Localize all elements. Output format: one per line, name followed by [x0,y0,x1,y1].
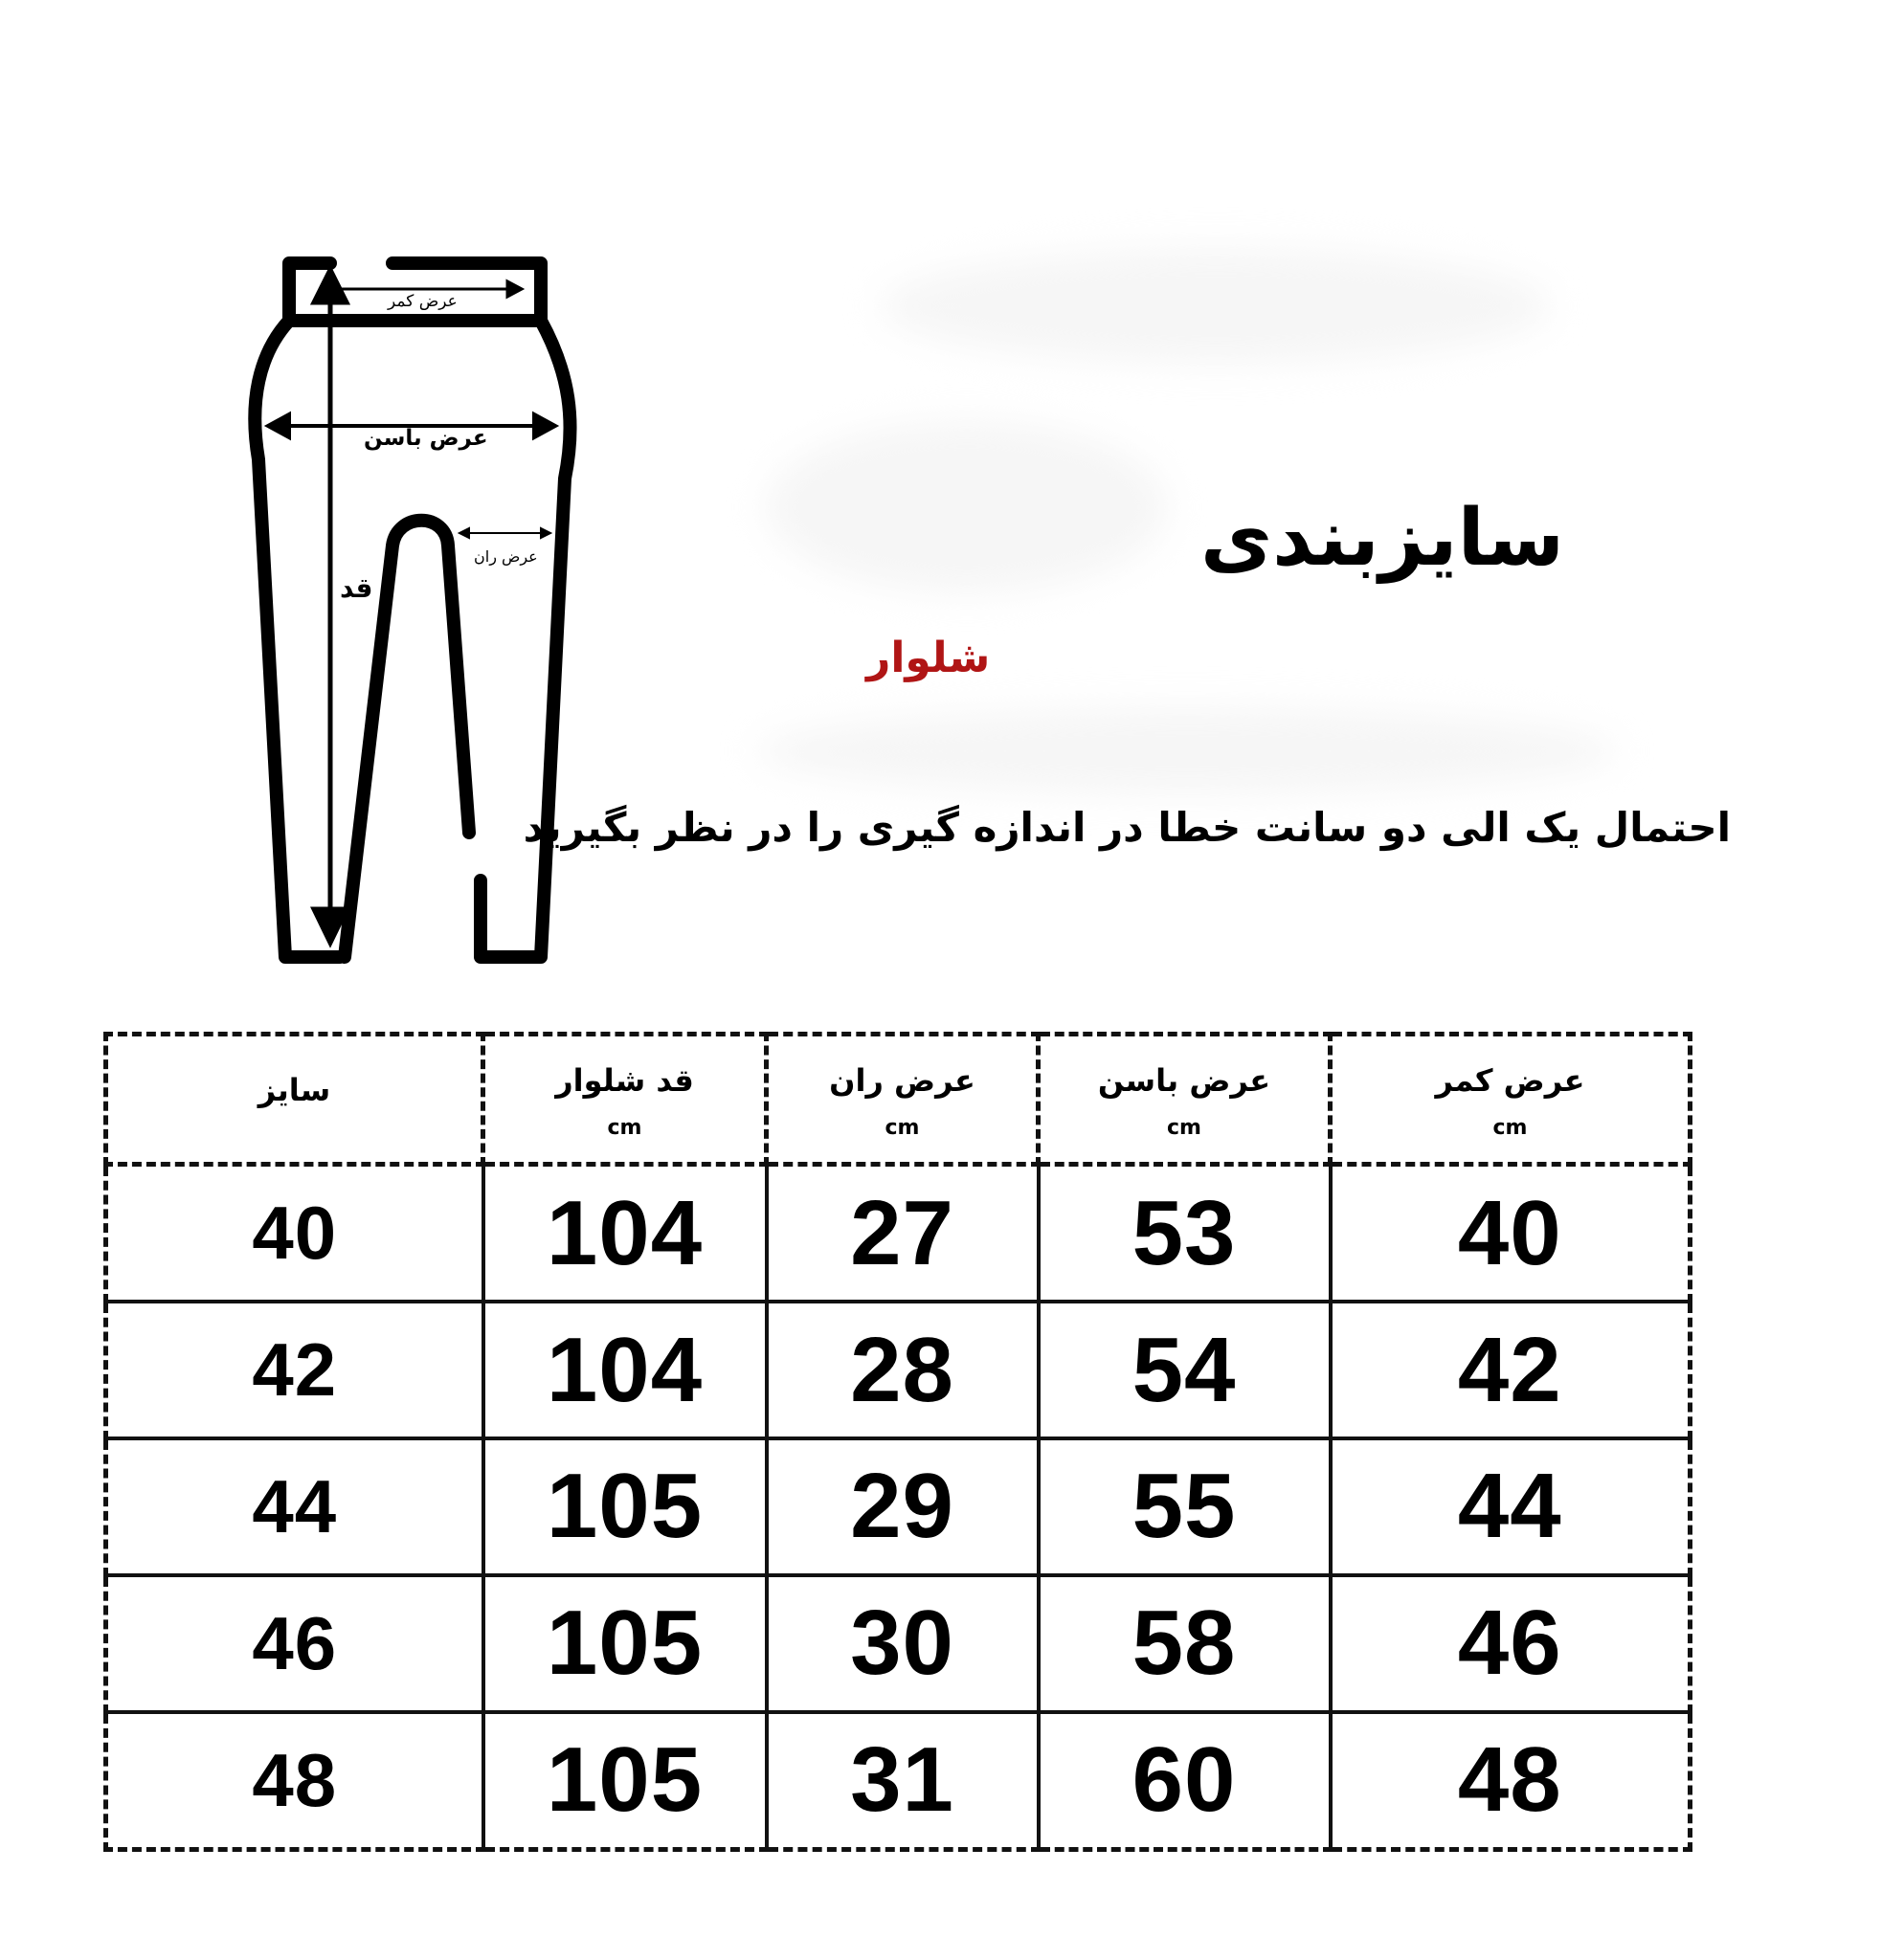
diagram-hip-label: عرض باسن [364,426,488,451]
cell-value: 54 [1131,1318,1237,1421]
header-length-unit: cm [607,1116,642,1140]
header-waist [1331,1035,1691,1165]
cell-value: 105 [546,1592,704,1695]
cell-waist [1331,1165,1691,1303]
cell-waist [1331,1575,1691,1712]
header-size [106,1035,483,1165]
cell-size [106,1575,483,1712]
background-smudge [766,421,1168,593]
cell-thigh [767,1575,1039,1712]
background-smudge [881,249,1551,364]
cell-thigh [767,1165,1039,1303]
cell-value: 60 [1131,1728,1237,1832]
table-header-row [106,1035,1691,1165]
cell-value: 46 [1457,1592,1562,1695]
cell-waist [1331,1712,1691,1850]
background-smudge [756,708,1618,794]
cell-waist [1331,1438,1691,1575]
cell-value: 44 [1457,1455,1562,1558]
pants-outline-icon [230,239,613,986]
cell-value: 28 [850,1318,954,1421]
cell-value: 40 [1457,1181,1562,1284]
page-title: سایزبندی [1199,493,1564,584]
cell-value: 58 [1131,1592,1237,1695]
table-row [106,1165,1691,1303]
cell-size [106,1302,483,1438]
cell-value: 55 [1131,1455,1237,1558]
cell-value: 48 [1457,1728,1562,1832]
cell-hip [1039,1712,1331,1850]
diagram-thigh-label: عرض ران [474,547,538,566]
header-hip-label: عرض باسن [1097,1062,1271,1099]
cell-value: 44 [252,1463,338,1548]
cell-value: 46 [252,1600,338,1685]
cell-thigh [767,1712,1039,1850]
cell-value: 105 [546,1728,704,1832]
cell-value: 27 [850,1181,954,1284]
cell-size [106,1438,483,1575]
pants-diagram [230,239,613,986]
header-length [483,1035,767,1165]
size-table [103,1032,1688,1852]
cell-thigh [767,1438,1039,1575]
cell-size [106,1712,483,1850]
cell-value: 105 [546,1455,704,1558]
cell-length [483,1712,767,1850]
diagram-length-label: قد [340,572,373,604]
cell-length [483,1575,767,1712]
header-hip [1039,1035,1331,1165]
cell-hip [1039,1165,1331,1303]
table-row [106,1302,1691,1438]
cell-length [483,1302,767,1438]
cell-waist [1331,1302,1691,1438]
diagram-waist-label: عرض کمر [388,292,458,311]
header-length-label: قد شلوار [555,1062,694,1099]
table-row [106,1712,1691,1850]
cell-value: 40 [252,1191,338,1276]
header-hip-unit: cm [1167,1116,1201,1140]
page-subtitle: شلوار [866,634,991,682]
header-waist-label: عرض کمر [1435,1062,1585,1099]
cell-value: 104 [546,1318,704,1421]
cell-value: 48 [252,1737,338,1822]
cell-thigh [767,1302,1039,1438]
table-row [106,1575,1691,1712]
header-size-label: سایز [258,1071,331,1108]
header-thigh [767,1035,1039,1165]
measurement-note: احتمال یک الی دو سانت خطا در اندازه گیری را در نظر بگیرید [523,804,1731,851]
header-thigh-unit: cm [885,1116,920,1140]
cell-value: 104 [546,1181,704,1284]
cell-length [483,1165,767,1303]
cell-value: 53 [1131,1181,1237,1284]
cell-hip [1039,1302,1331,1438]
header-waist-unit: cm [1492,1116,1528,1140]
cell-value: 31 [850,1728,954,1832]
cell-size [106,1165,483,1303]
header-thigh-label: عرض ران [829,1062,975,1099]
table-row [106,1438,1691,1575]
cell-value: 29 [850,1455,954,1558]
cell-hip [1039,1575,1331,1712]
cell-value: 42 [1457,1318,1562,1421]
cell-value: 30 [850,1592,954,1695]
cell-length [483,1438,767,1575]
cell-value: 42 [252,1327,338,1413]
cell-hip [1039,1438,1331,1575]
